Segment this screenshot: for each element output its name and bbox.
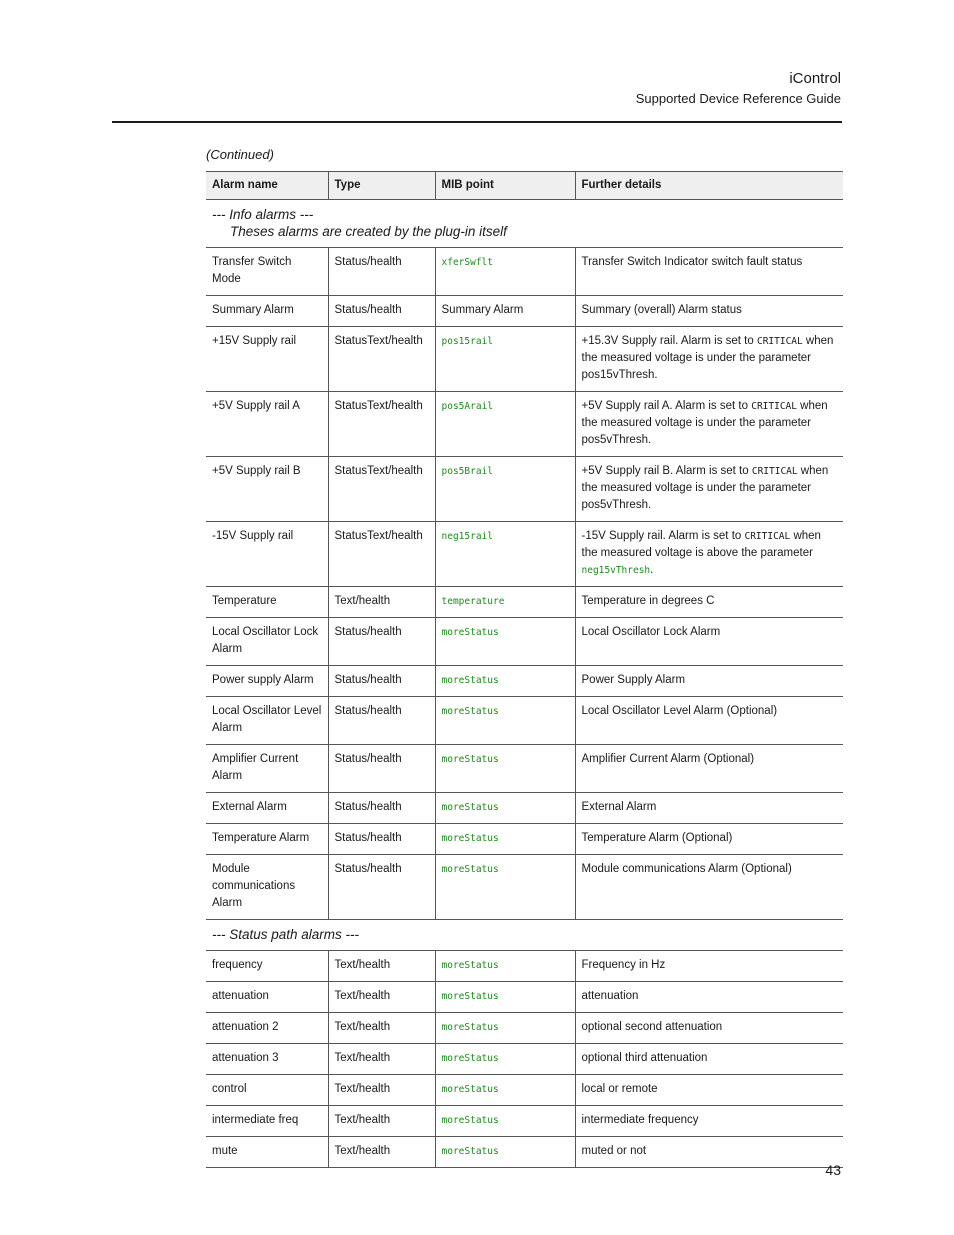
- page-number: 43: [825, 1162, 841, 1178]
- details-text: +5V Supply rail B. Alarm is set to: [581, 465, 752, 477]
- mib-point: moreStatus: [441, 1146, 499, 1157]
- mib-point-cell: [435, 1075, 575, 1106]
- details-cell: [575, 793, 843, 824]
- details-text: External Alarm: [581, 801, 657, 813]
- mib-point: moreStatus: [441, 864, 499, 875]
- table-row: [206, 1137, 843, 1168]
- table-row: [206, 824, 843, 855]
- type-cell: StatusText/health: [328, 522, 435, 587]
- details-text: local or remote: [581, 1083, 658, 1095]
- alarm-name-cell: Amplifier Current Alarm: [206, 745, 328, 793]
- type-cell: Status/health: [328, 793, 435, 824]
- details-text: Temperature Alarm (Optional): [581, 832, 733, 844]
- table-row: [206, 855, 843, 920]
- type-cell: Text/health: [328, 951, 435, 982]
- mib-point-cell: [435, 824, 575, 855]
- critical-keyword: CRITICAL: [756, 336, 803, 347]
- details-cell: [575, 745, 843, 793]
- table-row: [206, 1106, 843, 1137]
- column-header-further-details: Further details: [575, 172, 843, 200]
- critical-keyword: CRITICAL: [751, 466, 798, 477]
- mib-point: moreStatus: [441, 754, 499, 765]
- mib-point: moreStatus: [441, 833, 499, 844]
- details-text: Power Supply Alarm: [581, 674, 686, 686]
- details-text: Module communications Alarm (Optional): [581, 863, 792, 875]
- type-cell: StatusText/health: [328, 392, 435, 457]
- table-row: [206, 951, 843, 982]
- type-cell: Status/health: [328, 697, 435, 745]
- mib-point-cell: [435, 951, 575, 982]
- type-cell: Status/health: [328, 824, 435, 855]
- type-cell: Text/health: [328, 1106, 435, 1137]
- mib-point-cell: [435, 1044, 575, 1075]
- mib-point: moreStatus: [441, 802, 499, 813]
- type-cell: Text/health: [328, 1075, 435, 1106]
- table-row: [206, 587, 843, 618]
- details-cell: [575, 1013, 843, 1044]
- table-row: [206, 745, 843, 793]
- section-heading: [206, 920, 843, 951]
- type-cell: Status/health: [328, 745, 435, 793]
- type-cell: Status/health: [328, 855, 435, 920]
- details-text: optional second attenuation: [581, 1021, 723, 1033]
- table-row: [206, 618, 843, 666]
- alarm-name-cell: attenuation: [206, 982, 328, 1013]
- type-cell: Status/health: [328, 248, 435, 296]
- mib-point-cell: [435, 1137, 575, 1168]
- header-subtitle: Supported Device Reference Guide: [635, 91, 841, 106]
- alarm-name-cell: +15V Supply rail: [206, 327, 328, 392]
- section-subtitle: Theses alarms are created by the plug-in itself: [230, 224, 507, 239]
- alarm-name-cell: attenuation 3: [206, 1044, 328, 1075]
- mib-point-cell: [435, 745, 575, 793]
- details-cell: [575, 327, 843, 392]
- mib-point: Summary Alarm: [441, 304, 524, 316]
- alarm-name-cell: intermediate freq: [206, 1106, 328, 1137]
- section-title: --- Status path alarms ---: [212, 927, 360, 942]
- alarm-name-cell: mute: [206, 1137, 328, 1168]
- mib-point: moreStatus: [441, 1022, 499, 1033]
- mib-point-cell: [435, 618, 575, 666]
- details-cell: [575, 1075, 843, 1106]
- details-text: intermediate frequency: [581, 1114, 699, 1126]
- details-cell: [575, 618, 843, 666]
- details-text: when the measured voltage is under the parameter pos15vThresh.: [581, 335, 834, 381]
- table-row: [206, 666, 843, 697]
- details-cell: [575, 697, 843, 745]
- alarm-name-cell: frequency: [206, 951, 328, 982]
- type-cell: Text/health: [328, 1013, 435, 1044]
- type-cell: Text/health: [328, 1137, 435, 1168]
- details-cell: [575, 1044, 843, 1075]
- alarm-name-cell: control: [206, 1075, 328, 1106]
- table-body: [206, 200, 843, 1168]
- table-row: [206, 1044, 843, 1075]
- details-text: .: [650, 564, 654, 576]
- alarm-name-cell: Local Oscillator Lock Alarm: [206, 618, 328, 666]
- details-text: Summary (overall) Alarm status: [581, 304, 742, 316]
- table-row: [206, 1075, 843, 1106]
- table-header-row: [206, 172, 843, 200]
- alarm-name-cell: Power supply Alarm: [206, 666, 328, 697]
- table-row: [206, 1013, 843, 1044]
- details-text: +15.3V Supply rail. Alarm is set to: [581, 335, 757, 347]
- mib-point: pos5Brail: [441, 466, 493, 477]
- column-header-type: Type: [328, 172, 435, 200]
- header-rule: [112, 121, 842, 123]
- type-cell: Text/health: [328, 982, 435, 1013]
- mib-point: moreStatus: [441, 1053, 499, 1064]
- type-cell: Text/health: [328, 587, 435, 618]
- details-cell: [575, 666, 843, 697]
- mib-point-cell: [435, 1013, 575, 1044]
- mib-point-cell: [435, 522, 575, 587]
- details-text: +5V Supply rail A. Alarm is set to: [581, 400, 752, 412]
- mib-point: moreStatus: [441, 627, 499, 638]
- details-text: Temperature in degrees C: [581, 595, 715, 607]
- column-header-mib-point: MIB point: [435, 172, 575, 200]
- alarms-table: [206, 171, 843, 1168]
- section-row: [206, 200, 843, 248]
- mib-point: moreStatus: [441, 675, 499, 686]
- type-cell: Status/health: [328, 666, 435, 697]
- alarm-name-cell: Module communications Alarm: [206, 855, 328, 920]
- mib-point: xferSwflt: [441, 257, 493, 268]
- mib-point: pos15rail: [441, 336, 493, 347]
- details-cell: [575, 522, 843, 587]
- table-row: [206, 392, 843, 457]
- alarm-name-cell: External Alarm: [206, 793, 328, 824]
- details-text: when the measured voltage is under the parameter pos5vThresh.: [581, 400, 828, 446]
- details-cell: [575, 587, 843, 618]
- details-cell: [575, 248, 843, 296]
- column-header-alarm-name: Alarm name: [206, 172, 328, 200]
- section-heading: [206, 200, 843, 248]
- details-cell: [575, 296, 843, 327]
- mib-point: moreStatus: [441, 1084, 499, 1095]
- mib-point-cell: [435, 457, 575, 522]
- critical-keyword: CRITICAL: [744, 531, 791, 542]
- mib-point-cell: [435, 697, 575, 745]
- details-text: -15V Supply rail. Alarm is set to: [581, 530, 745, 542]
- details-cell: [575, 982, 843, 1013]
- details-text: when the measured voltage is above the parameter: [581, 530, 821, 559]
- table-row: [206, 697, 843, 745]
- mib-point: moreStatus: [441, 706, 499, 717]
- alarm-name-cell: attenuation 2: [206, 1013, 328, 1044]
- details-text: Amplifier Current Alarm (Optional): [581, 753, 755, 765]
- table-row: [206, 327, 843, 392]
- parameter-name: neg15vThresh: [581, 565, 651, 576]
- alarm-name-cell: Summary Alarm: [206, 296, 328, 327]
- details-cell: [575, 855, 843, 920]
- section-title: --- Info alarms ---: [212, 207, 314, 222]
- details-cell: [575, 1137, 843, 1168]
- type-cell: Text/health: [328, 1044, 435, 1075]
- details-text: optional third attenuation: [581, 1052, 708, 1064]
- details-cell: [575, 457, 843, 522]
- type-cell: Status/health: [328, 296, 435, 327]
- header-title: iControl: [789, 70, 841, 87]
- table-row: [206, 982, 843, 1013]
- alarm-name-cell: Temperature: [206, 587, 328, 618]
- type-cell: Status/health: [328, 618, 435, 666]
- alarm-name-cell: +5V Supply rail A: [206, 392, 328, 457]
- details-cell: [575, 951, 843, 982]
- details-text: muted or not: [581, 1145, 647, 1157]
- details-cell: [575, 824, 843, 855]
- table-row: [206, 296, 843, 327]
- mib-point-cell: [435, 666, 575, 697]
- mib-point: neg15rail: [441, 531, 493, 542]
- details-text: when the measured voltage is under the parameter pos5vThresh.: [581, 465, 829, 511]
- mib-point: moreStatus: [441, 960, 499, 971]
- details-text: Transfer Switch Indicator switch fault status: [581, 256, 803, 268]
- alarm-name-cell: Local Oscillator Level Alarm: [206, 697, 328, 745]
- mib-point-cell: [435, 793, 575, 824]
- alarm-name-cell: +5V Supply rail B: [206, 457, 328, 522]
- mib-point-cell: [435, 855, 575, 920]
- mib-point-cell: [435, 392, 575, 457]
- mib-point-cell: [435, 587, 575, 618]
- mib-point: moreStatus: [441, 1115, 499, 1126]
- mib-point: pos5Arail: [441, 401, 493, 412]
- mib-point-cell: [435, 1106, 575, 1137]
- details-cell: [575, 1106, 843, 1137]
- alarm-name-cell: -15V Supply rail: [206, 522, 328, 587]
- critical-keyword: CRITICAL: [751, 401, 797, 412]
- table-row: [206, 248, 843, 296]
- details-text: Local Oscillator Level Alarm (Optional): [581, 705, 778, 717]
- details-text: Frequency in Hz: [581, 959, 666, 971]
- table-row: [206, 793, 843, 824]
- alarm-name-cell: Transfer Switch Mode: [206, 248, 328, 296]
- table-row: [206, 457, 843, 522]
- details-cell: [575, 392, 843, 457]
- mib-point-cell: [435, 248, 575, 296]
- mib-point-cell: [435, 982, 575, 1013]
- table-row: [206, 522, 843, 587]
- type-cell: StatusText/health: [328, 457, 435, 522]
- alarm-name-cell: Temperature Alarm: [206, 824, 328, 855]
- mib-point: moreStatus: [441, 991, 499, 1002]
- section-row: [206, 920, 843, 951]
- mib-point: temperature: [441, 596, 505, 607]
- type-cell: StatusText/health: [328, 327, 435, 392]
- mib-point-cell: [435, 296, 575, 327]
- continued-label: (Continued): [206, 147, 274, 162]
- details-text: attenuation: [581, 990, 639, 1002]
- details-text: Local Oscillator Lock Alarm: [581, 626, 721, 638]
- mib-point-cell: [435, 327, 575, 392]
